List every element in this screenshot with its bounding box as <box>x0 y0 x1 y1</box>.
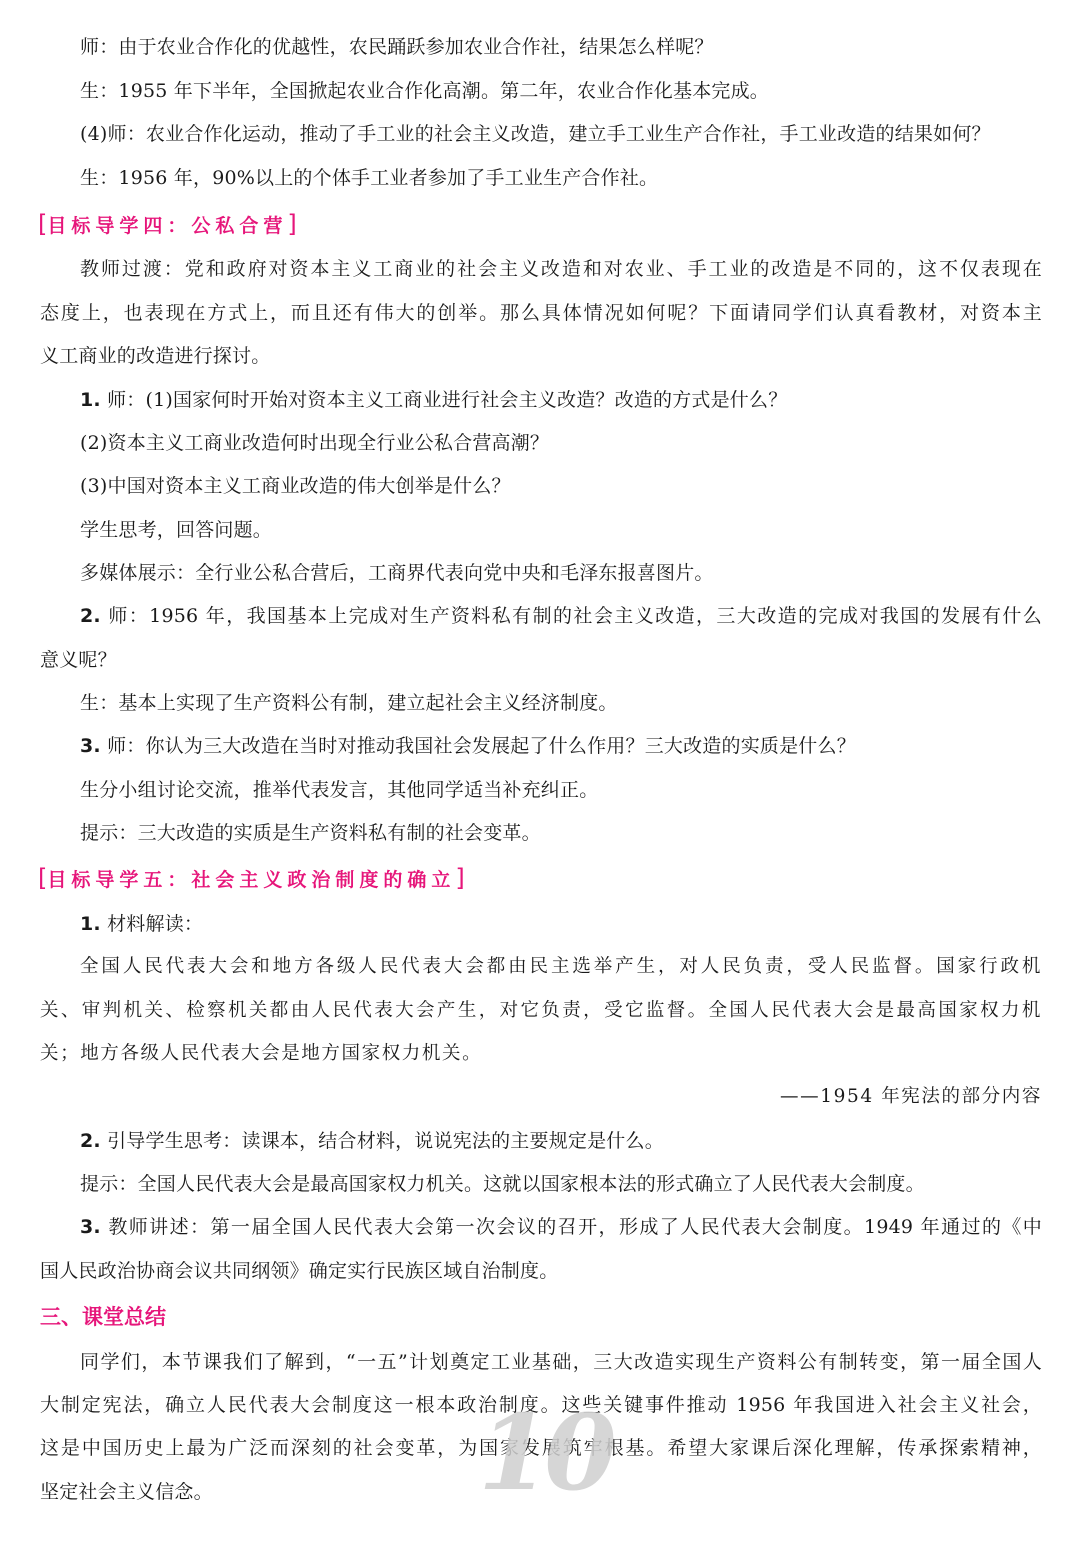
list-item: 3. 教师讲述：第一届全国人民代表大会第一次会议的召开，形成了人民代表大会制度。1949 年通过的《中 <box>80 1216 1042 1238</box>
list-item: 1. 材料解读： <box>80 913 204 935</box>
paragraph-line: 教师过渡：党和政府对资本主义工商业的社会主义改造和对农业、手工业的改造是不同的，这不仅表现在 <box>80 258 1042 280</box>
paragraph-line: 多媒体展示：全行业公私合营后，工商界代表向党中央和毛泽东报喜图片。 <box>80 562 714 584</box>
paragraph-line: 生：1956 年，90%以上的个体手工业者参加了手工业生产合作社。 <box>80 167 659 189</box>
paragraph-line: 国人民政治协商会议共同纲领》确定实行民族区域自治制度。 <box>40 1260 559 1282</box>
list-item: 1. 师：(1)国家何时开始对资本主义工商业进行社会主义改造？改造的方式是什么？ <box>80 389 788 411</box>
paragraph-line: 学生思考，回答问题。 <box>80 519 273 541</box>
paragraph-line: 同学们，本节课我们了解到，“一五”计划奠定工业基础，三大改造实现生产资料公有制转变，第一届全国人 <box>80 1351 1042 1373</box>
page-number: 10 <box>478 1391 611 1514</box>
paragraph-line: (4)师：农业合作化运动，推动了手工业的社会主义改造，建立手工业生产合作社，手工业改造的结果如何？ <box>80 123 991 145</box>
paragraph-line: 师：由于农业合作化的优越性，农民踊跃参加农业合作社，结果怎么样呢？ <box>80 36 714 58</box>
quote-line: 关、审判机关、检察机关都由人民代表大会产生，对它负责，受它监督。全国人民代表大会是最高国家权力机 <box>40 1000 1042 1021</box>
paragraph-line: (3)中国对资本主义工商业改造的伟大创举是什么？ <box>80 475 511 497</box>
list-item: 2. 引导学生思考：读课本，结合材料，说说宪法的主要规定是什么。 <box>80 1130 664 1152</box>
paragraph-line: 义工商业的改造进行探讨。 <box>40 345 271 367</box>
paragraph-line: 这是中国历史上最为广泛而深刻的社会变革，为国家发展筑牢根基。希望大家课后深化理解，传承探索精神， <box>40 1437 1042 1459</box>
paragraph-line: 提示：全国人民代表大会是最高国家权力机关。这就以国家根本法的形式确立了人民代表大会制度。 <box>80 1173 925 1195</box>
section-heading-5: [目标导学五：社会主义政治制度的确立] <box>38 864 465 892</box>
list-item: 3. 师：你认为三大改造在当时对推动我国社会发展起了什么作用？三大改造的实质是什么？ <box>80 735 856 757</box>
paragraph-line: (2)资本主义工商业改造何时出现全行业公私合营高潮？ <box>80 432 550 454</box>
paragraph-line: 意义呢？ <box>40 649 117 671</box>
section-heading-4: [目标导学四：公私合营] <box>38 210 297 238</box>
quote-line: 关；地方各级人民代表大会是地方国家权力机关。 <box>40 1043 483 1064</box>
section-title-summary: 三、课堂总结 <box>40 1305 166 1329</box>
paragraph-line: 态度上，也表现在方式上，而且还有伟大的创举。那么具体情况如何呢？下面请同学们认真看教材，对资本主 <box>40 302 1042 324</box>
paragraph-line: 提示：三大改造的实质是生产资料私有制的社会变革。 <box>80 822 541 844</box>
paragraph-line: 生：1955 年下半年，全国掀起农业合作化高潮。第二年，农业合作化基本完成。 <box>80 80 769 102</box>
paragraph-line: 生：基本上实现了生产资料公有制，建立起社会主义经济制度。 <box>80 692 618 714</box>
paragraph-line: 大制定宪法，确立人民代表大会制度这一根本政治制度。这些关键事件推动 1956 年我国进入社会主义社会， <box>40 1394 1042 1416</box>
paragraph-line: 生分小组讨论交流，推举代表发言，其他同学适当补充纠正。 <box>80 779 599 801</box>
paragraph-line: 坚定社会主义信念。 <box>40 1481 213 1503</box>
quote-line: 全国人民代表大会和地方各级人民代表大会都由民主选举产生，对人民负责，受人民监督。国家行政机 <box>80 956 1042 977</box>
list-item: 2. 师：1956 年，我国基本上完成对生产资料私有制的社会主义改造，三大改造的完成对我国的发展有什么 <box>80 605 1042 627</box>
quote-source: ——1954 年宪法的部分内容 <box>780 1086 1042 1107</box>
